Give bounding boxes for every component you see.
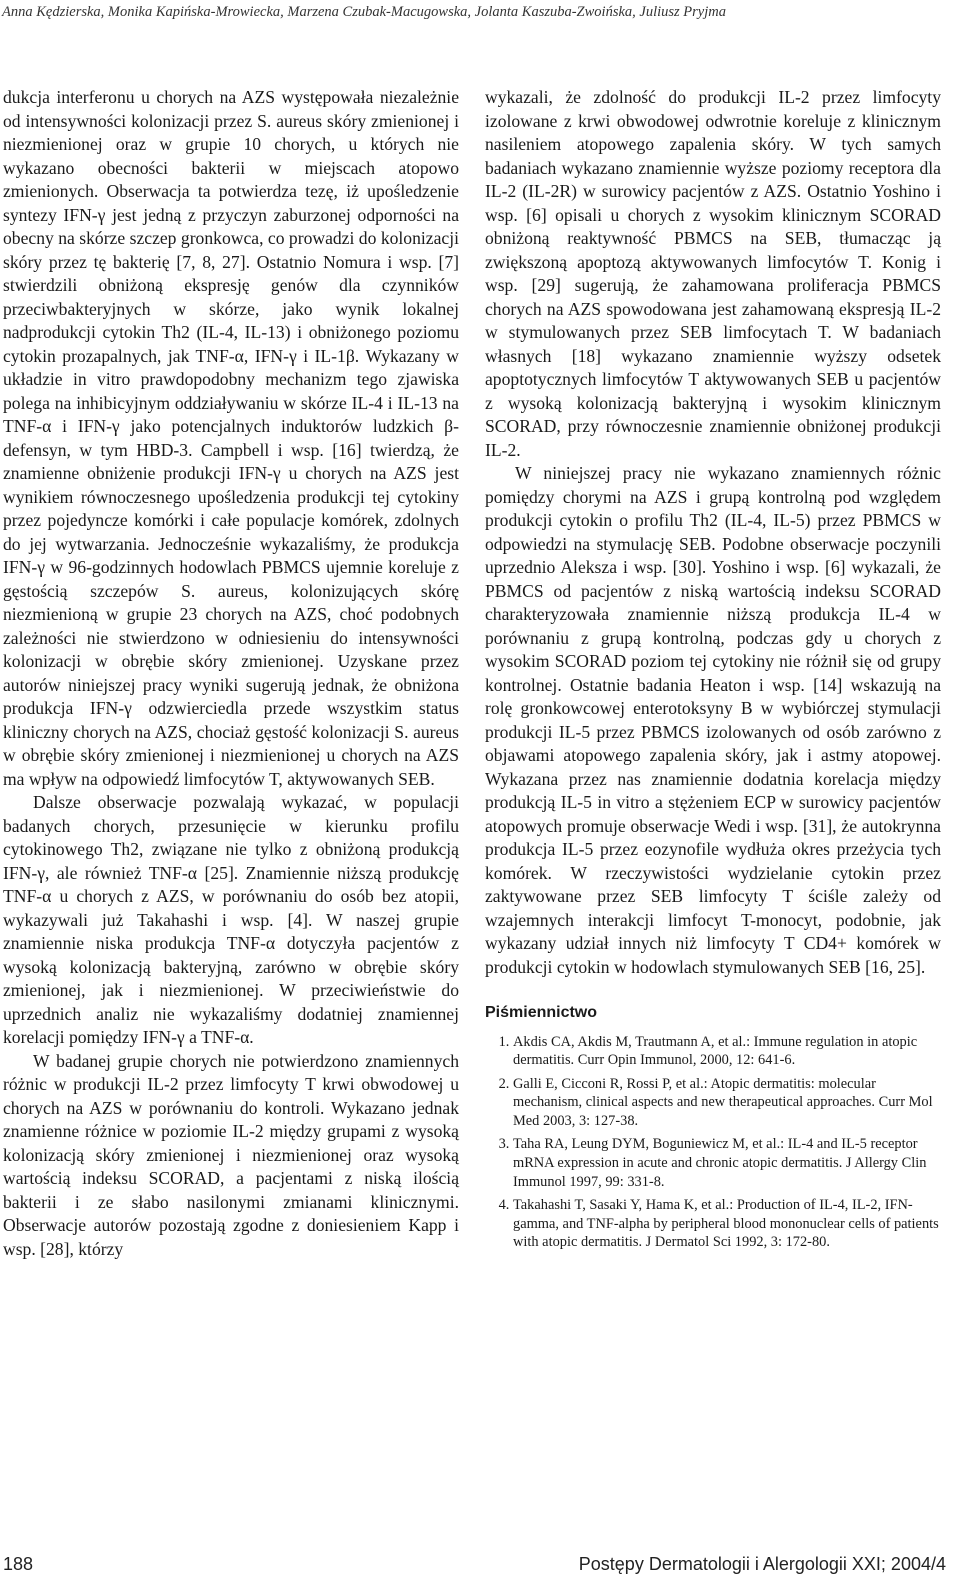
right-paragraph-1: wykazali, że zdolność do produkcji IL-2 przez limfocyty izolowane z krwi obwodowej odwrotnie koreluje z klinicznym nasileniem atopowego zapalenia skóry. W tych samych badaniach wykazano znamiennie wyższe poziomy receptora dla IL-2 (IL-2R) w surowicy pacjentów z AZS. Ostatnio Yoshino i wsp. [6] opisali u chorych z wysokim klinicznym SCORAD obniżoną reaktywność PBMCS na SEB, tłumacząc ją zwiększoną apoptozą aktywowanych limfocytów T. Konig i wsp. [29] sugerują, że zahamowana proliferacja PBMCS chorych na AZS spowodowana jest zahamowaną ekspresją IL-2 w stymulowanych przez SEB limfocytach T. W badaniach własnych [18] wykazano znamiennie wyższy odsetek apoptotycznych limfocytów T aktywowanych SEB u pacjentów z wysoką kolonizacją bakteryjną i wysokim klinicznym SCORAD, przy równoczesnie znamiennie obniżonej produkcji IL-2.: [485, 87, 941, 460]
author-line: Anna Kędzierska, Monika Kapińska-Mrowiecka, Marzena Czubak-Macugowska, Jolanta Kaszuba-Zwoińska, Juliusz Pryjma: [2, 4, 726, 20]
running-header: [0, 0, 960, 36]
reference-item: 4. Takahashi T, Sasaki Y, Hama K, et al.: Production of IL-4, IL-2, IFN-gamma, and TNF-alpha by peripheral blood mononuclear cells of patients with atopic dermatitis. J Dermatol Sci 1992, 3: 172-80.: [513, 1196, 941, 1252]
page-number: 188: [3, 1554, 34, 1574]
left-paragraph-1: dukcja interferonu u chorych na AZS występowała niezależnie od intensywności kolonizacji przez S. aureus skóry zmienionej i niezmienionej oraz w grupie 10 chorych, u których nie wykazano obecności bakterii w miejscach atopowo zmienionych. Obserwacja ta potwierdza tezę, iż upośledzenie syntezy IFN-γ jest jedną z przyczyn zaburzonej odporności na obecny na skórze szczep gronkowca, co prowadzi do kolonizacji skóry przez tę bakterię [7, 8, 27]. Ostatnio Nomura i wsp. [7] stwierdzili obniżoną ekspresję genów dla czynników przeciwbakteryjnych w skórze, jako wynik lokalnej nadprodukcji cytokin Th2 (IL-4, IL-13) i obniżonego poziomu cytokin prozapalnych, jak TNF-α, IFN-γ i IL-1β. Wykazany w układzie in vitro prawdopodobny mechanizm tego zjawiska polega na inhibicyjnym oddziaływaniu w skórze IL-4 i IL-13 na TNF-α i IFN-γ jako potencjalnych induktorów ludzkich β-defensyn, w tym HBD-3. Campbell i wsp. [16] twierdzą, że znamienne obniżenie produkcji IFN-γ u chorych na AZS jest wynikiem równoczesnego upośledzenia produkcji tej cytokiny przez pojedyncze komórki i całe populacje komórek, zdolnych do jej wytwarzania. Jednocześnie wykazaliśmy, że produkcja IFN-γ w 96-godzinnych hodowlach PBMCS ujemnie koreluje z gęstością szczepów S. aureus, kolonizujących skórę niezmienioną w grupie 23 chorych na AZS, choć podobnych zależności nie stwierdzono w odniesieniu do intensywności kolonizacji w obrębie skóry zmienionej. Uzyskane przez autorów niniejszej pracy wyniki sugerują jednak, że obniżona produkcja IFN-γ odzwierciedla przede wszystkim status kliniczny chorych na AZS, chociaż gęstość kolonizacji S. aureus w obrębie skóry zmienionej i niezmienionej u chorych na AZS ma wpływ na odpowiedź limfocytów T, aktywowanych SEB.: [3, 87, 459, 789]
right-column: [485, 86, 941, 1257]
journal-name: Postępy Dermatologii i Alergologii XXI; 2004/4: [578, 1554, 946, 1574]
reference-item: 3. Taha RA, Leung DYM, Boguniewicz M, et al.: IL-4 and IL-5 receptor mRNA expression in acute and chronic atopic dermatitis. J Allergy Clin Immunol 1997, 99: 331-8.: [513, 1135, 941, 1191]
reference-item: 1. Akdis CA, Akdis M, Trautmann A, et al.: Immune regulation in atopic dermatitis. Curr Opin Immunol, 2000, 12: 641-6.: [513, 1033, 941, 1070]
left-paragraph-3: W badanej grupie chorych nie potwierdzono znamiennych różnic w produkcji IL-2 przez limfocyty T krwi obwodowej u chorych na AZS w porównaniu do kontroli. Wykazano jednak znamienne różnice w poziomie IL-2 między grupami z wysoką kolonizacją skóry zmienionej i niezmienionej oraz wysoką wartością indeksu SCORAD, a pacjentami z niską ilością bakterii i ze słabo nasilonymi zmianami klinicznymi. Obserwacje autorów pozostają zgodne z doniesieniem Kapp i wsp. [28], którzy: [3, 1050, 459, 1259]
page-footer: [0, 1548, 960, 1588]
right-paragraph-2: W niniejszej pracy nie wykazano znamiennych różnic pomiędzy chorymi na AZS i grupą kontrolną pod względem produkcji cytokin o profilu Th2 (IL-4, IL-5) przez PBMCS w odpowiedzi na stymulację SEB. Podobne obserwacje poczynili uprzednio Aleksza i wsp. [30]. Yoshino i wsp. [6] wykazali, że PBMCS od pacjentów z niską wartością indeksu SCORAD charakteryzowała znamiennie niższą produkcja IL-4 w porównaniu z grupą kontrolną, podczas gdy u chorych z wysokim SCORAD poziom tej cytokiny nie różnił się od grupy kontrolnej. Ostatnie badania Heaton i wsp. [14] wskazują na rolę gronkowcowej enterotoksyny B w wybiórczej stymulacji produkcji IL-5 przez PBMCS izolowanych od osób zarówno z objawami atopowego zapalenia skóry, jak i astmy atopowej. Wykazana przez nas znamiennie dodatnia korelacja między produkcją IL-5 in vitro a stężeniem ECP w surowicy pacjentów atopowych promuje obserwacje Wedi i wsp. [31], że autokrynna produkcja IL-5 przez eozynofile wydłuża okres przeżycia tych komórek. W rzeczywistości wydzielanie cytokin przez zaktywowane przez SEB limfocyty T ściśle zależy od wzajemnych interakcji limfocyt T-monocyt, podobnie, jak wykazany udział innych niż limfocyty T CD4+ komórek w produkcji cytokin w hodowlach stymulowanych SEB [16, 25].: [485, 463, 941, 977]
references-list: [485, 1033, 941, 1253]
left-column: [3, 86, 459, 1261]
reference-item: 2. Galli E, Cicconi R, Rossi P, et al.: Atopic dermatitis: molecular mechanism, clinical aspects and new therapeutical approaches. Curr Mol Med 2003, 3: 127-38.: [513, 1075, 941, 1131]
references-heading: Piśmiennictwo: [485, 1004, 598, 1021]
left-paragraph-2: Dalsze obserwacje pozwalają wykazać, w populacji badanych chorych, przesunięcie w kierunku profilu cytokinowego Th2, związane nie tylko z obniżoną produkcją IFN-γ, ale również TNF-α [25]. Znamiennie niższą produkcję TNF-α u chorych z AZS, w porównaniu do osób bez atopii, wykazywali już Takahashi i wsp. [4]. W naszej grupie znamiennie niska produkcja TNF-α dotyczyła pacjentów z wysoką kolonizacją bakteryjną, zarówno w obrębie skóry zmienionej, jak i niezmienionej. W przeciwieństwie do uprzednich analiz nie wykazaliśmy dodatniej znamiennej korelacji pomiędzy IFN-γ a TNF-α.: [3, 792, 459, 1047]
